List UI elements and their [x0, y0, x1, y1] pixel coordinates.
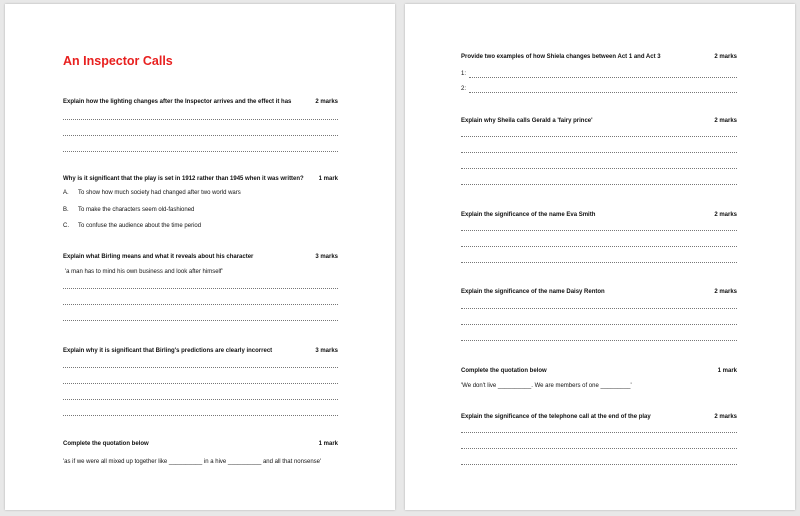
question-birling-predictions-marks: 3 marks — [315, 348, 338, 354]
question-telephone-call-marks: 2 marks — [714, 414, 737, 420]
answer-line — [461, 262, 737, 263]
birling-quote: 'a man has to mind his own business and look after himself' — [65, 269, 223, 275]
worksheet-page-2 — [405, 4, 795, 510]
answer-label-2: 2: — [461, 86, 467, 92]
option-b-letter: B. — [63, 207, 69, 213]
question-sheila-changes-marks: 2 marks — [714, 54, 737, 60]
answer-line — [469, 92, 737, 93]
answer-line — [63, 367, 338, 368]
answer-line — [461, 448, 737, 449]
question-fairy-prince: Explain why Sheila calls Gerald a 'fairy prince' — [461, 118, 593, 124]
answer-line — [461, 324, 737, 325]
answer-line — [461, 152, 737, 153]
question-lighting: Explain how the lighting changes after the Inspector arrives and the effect it has — [63, 99, 292, 105]
question-birling-predictions: Explain why it is significant that Birling's predictions are clearly incorrect — [63, 348, 273, 354]
question-complete-quotation-2-marks: 1 mark — [717, 368, 737, 374]
question-complete-quotation: Complete the quotation below — [63, 441, 149, 447]
answer-line — [63, 383, 338, 384]
answer-line — [63, 415, 338, 416]
question-daisy-renton-marks: 2 marks — [714, 289, 737, 295]
answer-line — [469, 77, 737, 78]
question-complete-quotation-marks: 1 mark — [318, 441, 338, 447]
quotation-gap-fill: 'as if we were all mixed up together like __________ in a hive __________ and all that nonsense' — [63, 459, 322, 465]
question-telephone-call: Explain the significance of the telephone call at the end of the play — [461, 414, 651, 420]
answer-line — [461, 340, 737, 341]
answer-line — [63, 304, 338, 305]
answer-line — [461, 184, 737, 185]
question-eva-smith-marks: 2 marks — [714, 212, 737, 218]
option-a-letter: A. — [63, 190, 69, 196]
quotation-gap-fill-2: 'We don't live __________. We are members of one _________' — [461, 383, 632, 389]
answer-line — [63, 119, 338, 120]
option-c-text: To confuse the audience about the time period — [78, 223, 202, 229]
question-birling-meaning: Explain what Birling means and what it reveals about his character — [63, 254, 254, 260]
answer-line — [461, 246, 737, 247]
answer-line — [63, 320, 338, 321]
worksheet-page-1 — [5, 4, 395, 510]
option-a-text: To show how much society had changed after two world wars — [78, 190, 241, 196]
option-b-text: To make the characters seem old-fashioned — [78, 207, 195, 213]
answer-line — [63, 135, 338, 136]
question-setting-1912-marks: 1 mark — [318, 176, 338, 182]
answer-line — [63, 399, 338, 400]
question-lighting-marks: 2 marks — [315, 99, 338, 105]
question-complete-quotation-2: Complete the quotation below — [461, 368, 547, 374]
answer-line — [63, 288, 338, 289]
question-sheila-changes: Provide two examples of how Shiela changes between Act 1 and Act 3 — [461, 54, 661, 60]
question-setting-1912: Why is it significant that the play is set in 1912 rather than 1945 when it was written? — [63, 176, 304, 182]
answer-line — [63, 151, 338, 152]
question-fairy-prince-marks: 2 marks — [714, 118, 737, 124]
answer-line — [461, 464, 737, 465]
worksheet-title: An Inspector Calls — [63, 54, 173, 68]
question-birling-meaning-marks: 3 marks — [315, 254, 338, 260]
answer-line — [461, 168, 737, 169]
question-daisy-renton: Explain the significance of the name Daisy Renton — [461, 289, 605, 295]
answer-line — [461, 432, 737, 433]
question-eva-smith: Explain the significance of the name Eva Smith — [461, 212, 596, 218]
answer-line — [461, 308, 737, 309]
answer-line — [461, 230, 737, 231]
option-c-letter: C. — [63, 223, 69, 229]
answer-line — [461, 136, 737, 137]
answer-label-1: 1: — [461, 71, 467, 77]
